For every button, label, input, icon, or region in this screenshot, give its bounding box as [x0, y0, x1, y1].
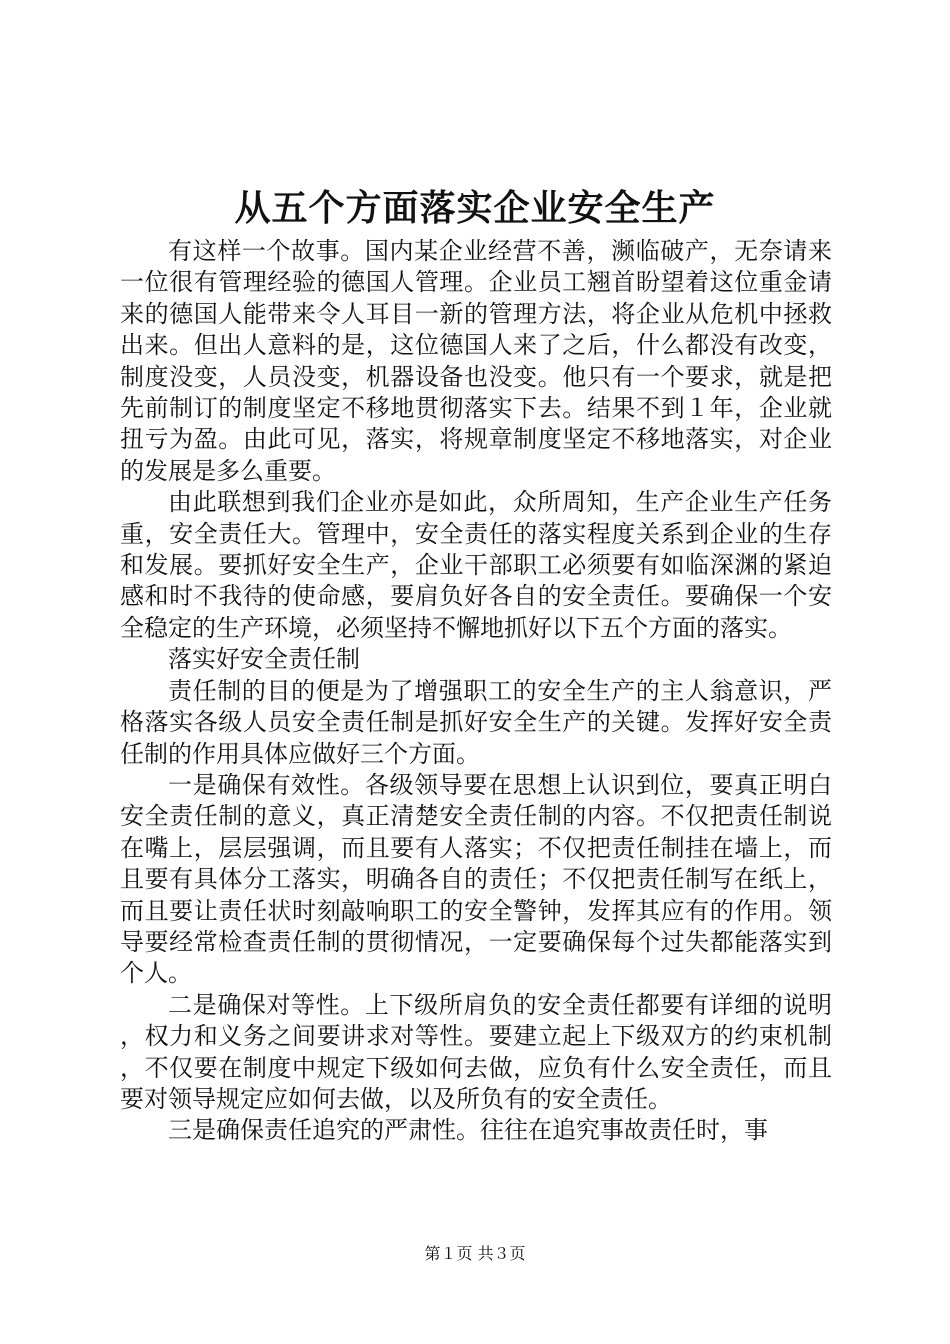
paragraph-accountability: 三是确保责任追究的严肃性。往往在追究事故责任时，事 — [168, 1116, 768, 1145]
paragraph-equivalence: 二是确保对等性。上下级所肩负的安全责任都要有详细的说明，权力和义务之间要讲求对等性。要建立起上下级双方的约束机制，不仅要在制度中规定下级如何去做，应负有什么安全责任，而且要对领导规定应如何去做，以及所负有的安全责任。 — [120, 990, 832, 1113]
paragraph-intro-story: 有这样一个故事。国内某企业经营不善，濒临破产，无奈请来一位很有管理经验的德国人管理。企业员工翘首盼望着这位重金请来的德国人能带来令人耳目一新的管理方法，将企业从危机中拯救出来。但出人意料的是，这位德国人来了之后，什么都没有改变，制度没变，人员没变，机器设备也没变。他只有一个要求，就是把先前制订的制度坚定不移地贯彻落实下去。结果不到１年，企业就扭亏为盈。由此可见，落实，将规章制度坚定不移地落实，对企业的发展是多么重要。 — [120, 237, 832, 485]
paragraph-effectiveness: 一是确保有效性。各级领导要在思想上认识到位，要真正明白安全责任制的意义，真正清楚安全责任制的内容。不仅把责任制说在嘴上，层层强调，而且要有人落实；不仅把责任制挂在墙上，而且要有具体分工落实，明确各自的责任；不仅把责任制写在纸上，而且要让责任状时刻敲响职工的安全警钟，发挥其应有的作用。领导要经常检查责任制的贯彻情况，一定要确保每个过失都能落实到个人。 — [120, 770, 832, 988]
paragraph-responsibility-purpose: 责任制的目的便是为了增强职工的安全生产的主人翁意识，严格落实各级人员安全责任制是抓好安全生产的关键。发挥好安全责任制的作用具体应做好三个方面。 — [120, 676, 832, 768]
page-footer: 第１页 共３页 — [424, 1244, 526, 1263]
paragraph-association: 由此联想到我们企业亦是如此，众所周知，生产企业生产任务重，安全责任大。管理中，安全责任的落实程度关系到企业的生存和发展。要抓好安全生产，企业干部职工必须要有如临深渊的紧迫感和时不我待的使命感，要肩负好各自的安全责任。要确保一个安全稳定的生产环境，必须坚持不懈地抓好以下五个方面的落实。 — [120, 488, 832, 642]
document-body — [120, 236, 832, 1147]
document-title: 从五个方面落实企业安全生产 — [234, 187, 716, 229]
section-heading-responsibility: 落实好安全责任制 — [168, 645, 360, 674]
